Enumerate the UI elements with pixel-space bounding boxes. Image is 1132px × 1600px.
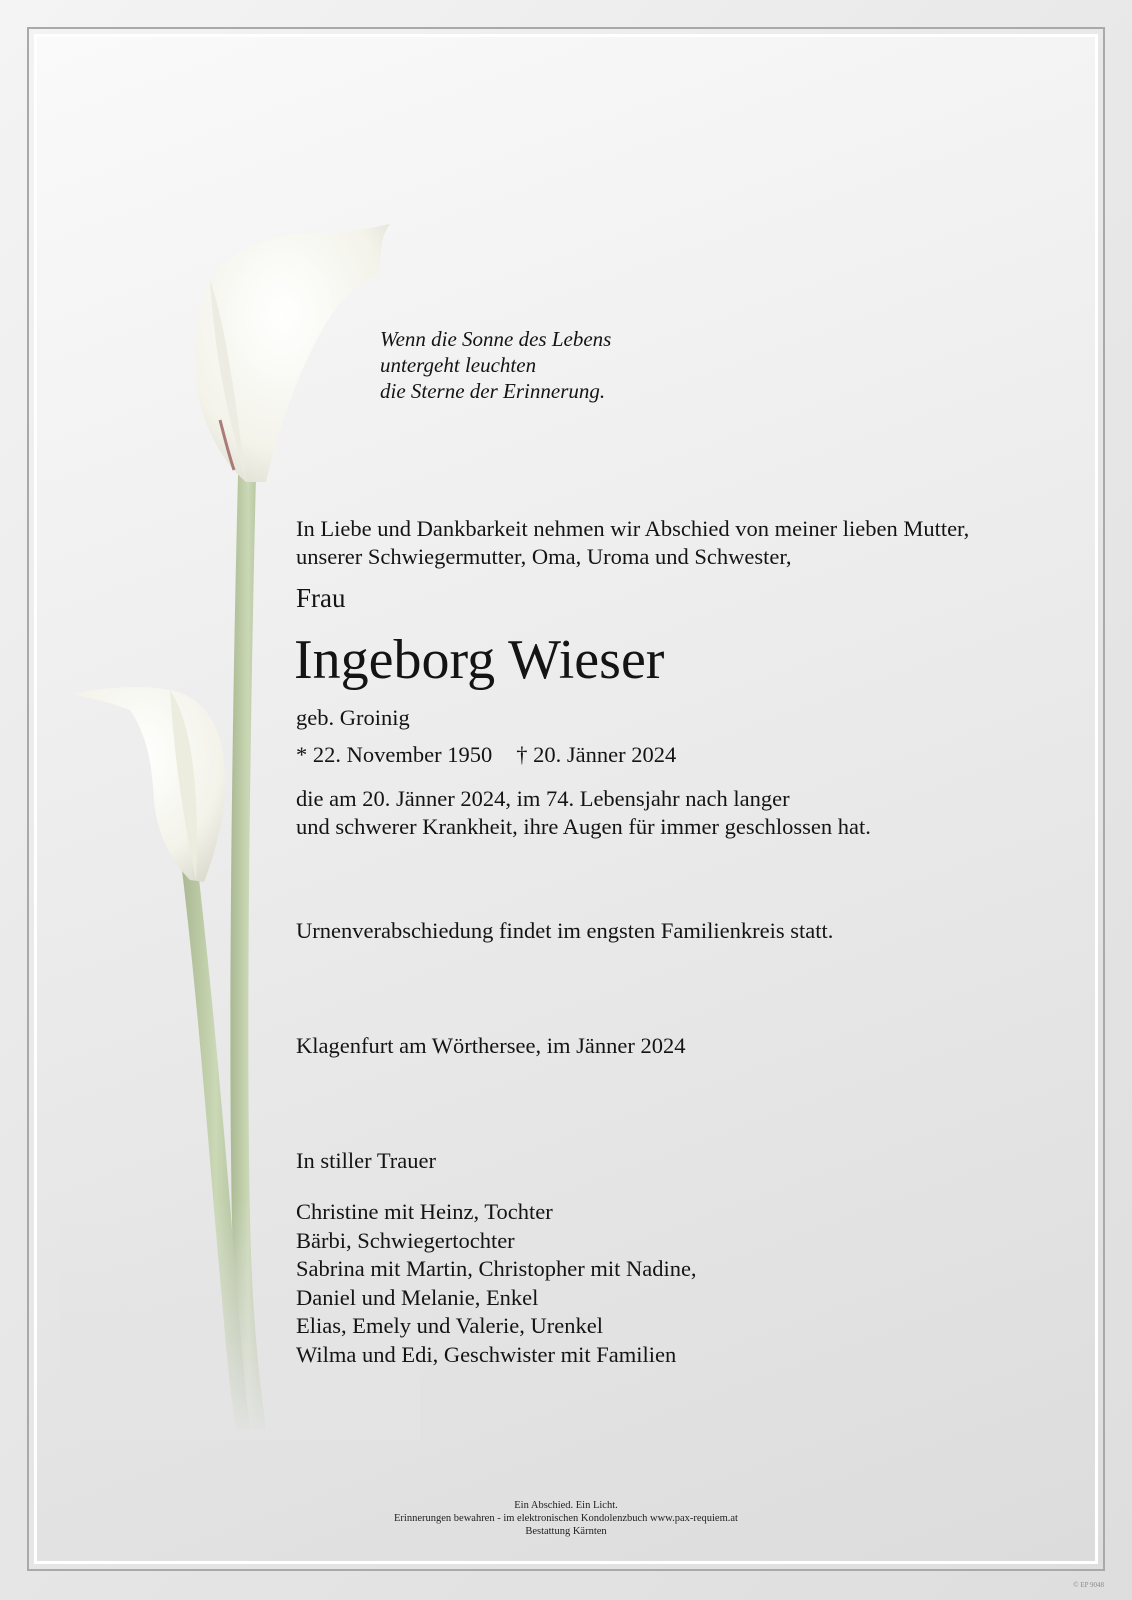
motto-verse (380, 326, 611, 404)
death-notice-line: die am 20. Jänner 2024, im 74. Lebensjahr nach langer (296, 786, 790, 811)
mourning-intro: In stiller Trauer (296, 1148, 436, 1173)
death-notice-line: und schwerer Krankheit, ihre Augen für immer geschlossen hat. (296, 814, 871, 839)
intro-line: In Liebe und Dankbarkeit nehmen wir Abschied von meiner lieben Mutter, (296, 516, 970, 541)
mourner-entry: Sabrina mit Martin, Christopher mit Nadine, (296, 1256, 697, 1281)
death-notice (296, 785, 871, 841)
mourners-list (296, 1198, 697, 1369)
deceased-name: Ingeborg Wieser (294, 629, 665, 691)
ceremony-note: Urnenverabschiedung findet im engsten Familienkreis statt. (296, 918, 834, 943)
motto-line: Wenn die Sonne des Lebens (380, 327, 612, 351)
place-date: Klagenfurt am Wörthersee, im Jänner 2024 (296, 1033, 686, 1058)
mourner-entry: Bärbi, Schwiegertochter (296, 1227, 515, 1253)
maiden-name: geb. Groinig (296, 705, 410, 730)
footer (0, 1499, 1132, 1538)
mourner-entry: Daniel und Melanie, Enkel (296, 1284, 539, 1310)
footer-condolence-link: Erinnerungen bewahren - im elektronischen Kondolenzbuch www.pax-requiem.at (394, 1513, 738, 1524)
intro-paragraph (296, 515, 969, 571)
life-dates (296, 742, 676, 768)
template-code: © EP 9048 (1073, 1581, 1104, 1589)
death-date: † 20. Jänner 2024 (516, 742, 677, 767)
motto-line: untergeht leuchten (380, 353, 537, 377)
motto-line: die Sterne der Erinnerung. (380, 379, 606, 403)
salutation: Frau (296, 583, 346, 613)
footer-tagline: Ein Abschied. Ein Licht. (514, 1500, 618, 1511)
mourner-entry: Elias, Emely und Valerie, Urenkel (296, 1313, 603, 1338)
intro-line: unserer Schwiegermutter, Oma, Uroma und Schwester, (296, 544, 792, 569)
birth-date: * 22. November 1950 (296, 742, 493, 767)
mourner-entry: Wilma und Edi, Geschwister mit Familien (296, 1341, 677, 1367)
footer-undertaker: Bestattung Kärnten (525, 1526, 607, 1537)
mourner-entry: Christine mit Heinz, Tochter (296, 1199, 553, 1224)
